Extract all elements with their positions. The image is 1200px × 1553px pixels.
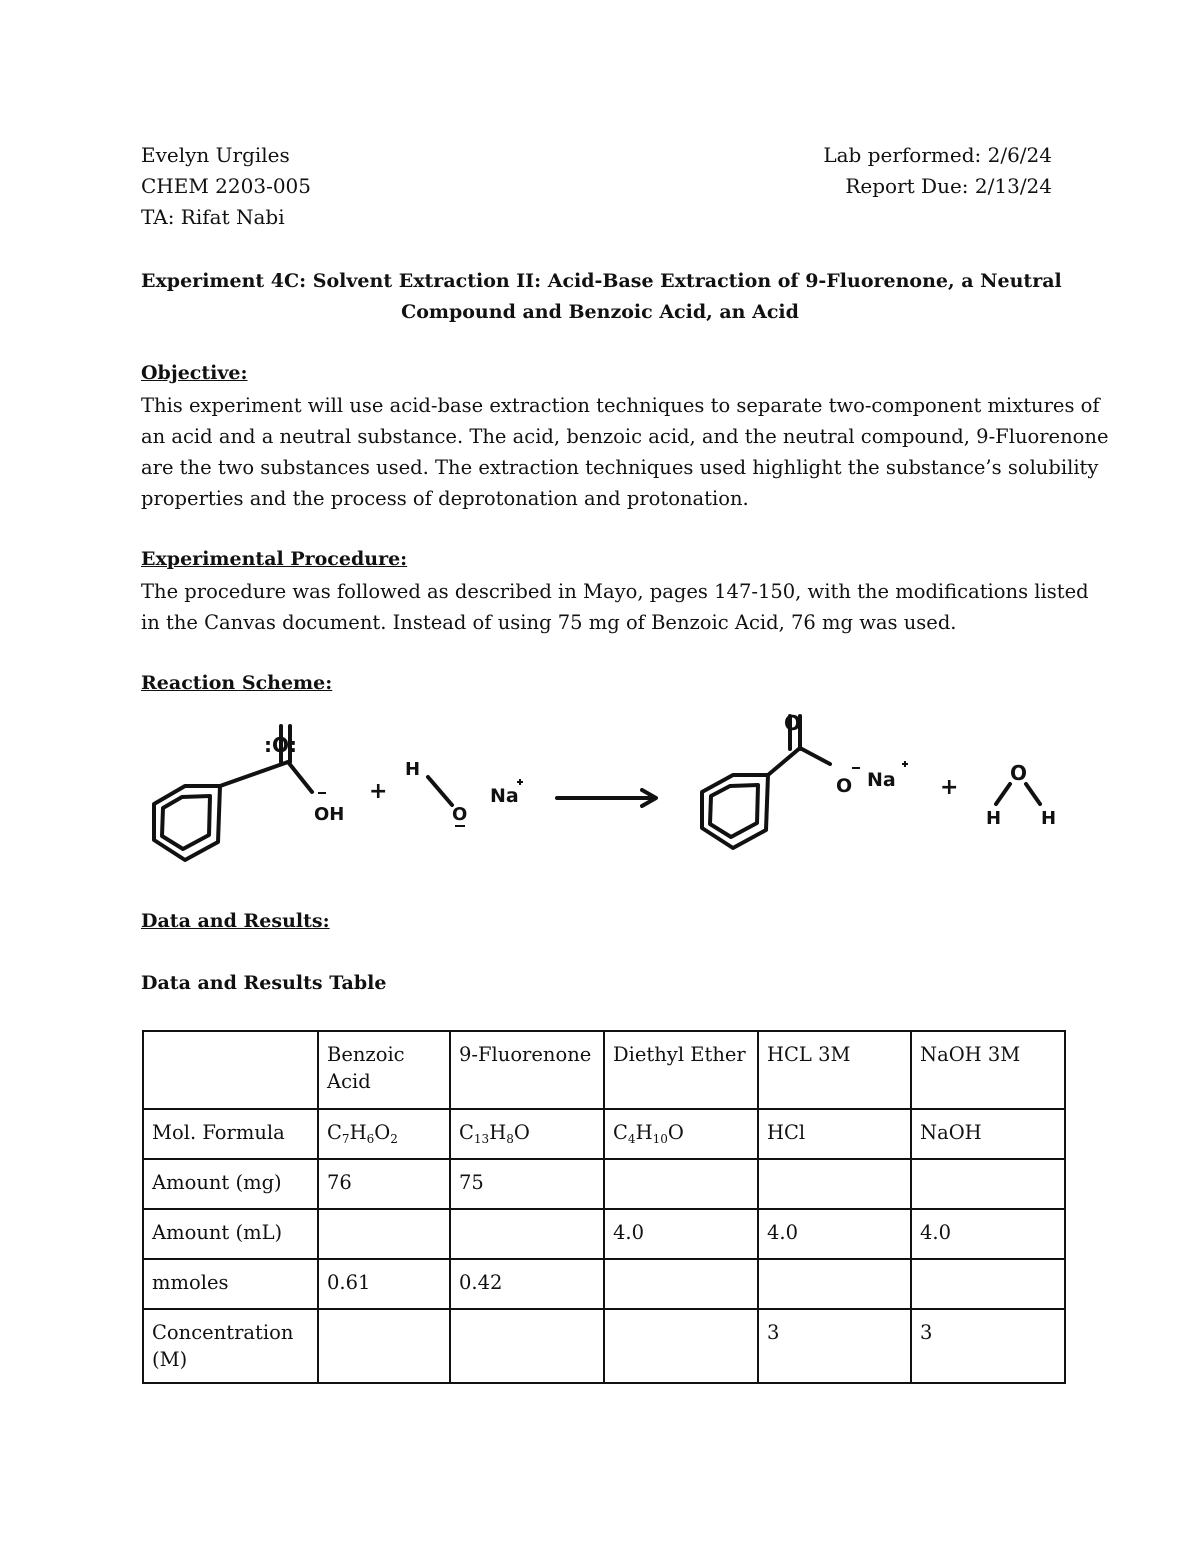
ta-name: TA: Rifat Nabi — [141, 205, 285, 229]
benzene-ring-left-inner — [162, 796, 210, 849]
table-row — [143, 1209, 1065, 1259]
table-header-cell: NaOH 3M — [911, 1031, 1065, 1109]
table-row — [143, 1109, 1065, 1159]
objective-line: properties and the process of deprotonation and protonation. — [141, 487, 749, 510]
table-row — [143, 1159, 1065, 1209]
data-results-table — [142, 1030, 1066, 1384]
table-cell: 4.0 — [604, 1209, 758, 1259]
objective-line: an acid and a neutral substance. The acid, benzoic acid, and the neutral compound, 9-Fluorenone — [141, 425, 1109, 448]
label-water-h1: H — [986, 808, 1002, 829]
table-cell — [604, 1159, 758, 1209]
objective-text — [141, 390, 1109, 514]
table-cell — [318, 1209, 450, 1259]
reaction-scheme-drawing — [140, 700, 1070, 870]
table-header-cell — [318, 1031, 450, 1109]
table-cell — [318, 1309, 450, 1383]
col-benzoic-acid: Benzoic Acid — [327, 1043, 405, 1093]
table-cell: 3 — [911, 1309, 1065, 1383]
objective-line: are the two substances used. The extraction techniques used highlight the substance’s solubility — [141, 456, 1099, 479]
title-line-1: Experiment 4C: Solvent Extraction II: Acid-Base Extraction of 9-Fluorenone, a Neutral — [141, 270, 1062, 292]
table-cell — [911, 1159, 1065, 1209]
procedure-heading: Experimental Procedure: — [141, 548, 408, 570]
table-cell — [758, 1259, 911, 1309]
table-cell — [604, 1259, 758, 1309]
header-left — [141, 140, 311, 233]
formula-cell: NaOH — [911, 1109, 1065, 1159]
procedure-line: in the Canvas document. Instead of using 75 mg of Benzoic Acid, 76 mg was used. — [141, 611, 957, 634]
label-water-h2: H — [1041, 808, 1057, 829]
label-o: O — [452, 804, 468, 825]
row-label: Mol. Formula — [143, 1109, 318, 1159]
row-label: Amount (mL) — [143, 1209, 318, 1259]
row-label: Concentration (M) — [143, 1309, 318, 1383]
reaction-scheme — [140, 700, 1070, 870]
table-cell — [450, 1209, 604, 1259]
label-plus-2: + — [940, 775, 959, 800]
table-header-cell — [143, 1031, 318, 1109]
label-na-1: Na — [490, 785, 519, 807]
student-name: Evelyn Urgiles — [141, 143, 290, 167]
label-o2-top: O — [784, 711, 802, 735]
lab-performed-date: Lab performed: 2/6/24 — [823, 143, 1052, 167]
course-code: CHEM 2203-005 — [141, 174, 312, 198]
row-label: Amount (mg) — [143, 1159, 318, 1209]
objective-line: This experiment will use acid-base extraction techniques to separate two-component mixtures of — [141, 394, 1100, 417]
formula-cell: $C_7H_6O_2$ — [318, 1109, 450, 1159]
table-title: Data and Results Table — [141, 972, 387, 994]
table-header-cell: Diethyl Ether — [604, 1031, 758, 1109]
procedure-text — [141, 576, 1089, 638]
report-due-date: Report Due: 2/13/24 — [845, 174, 1052, 198]
table-row — [143, 1309, 1065, 1383]
objective-heading: Objective: — [141, 362, 248, 384]
table-cell — [604, 1309, 758, 1383]
experiment-title — [141, 266, 1062, 328]
table-cell — [450, 1309, 604, 1383]
label-h: H — [405, 759, 421, 780]
table-cell: 4.0 — [758, 1209, 911, 1259]
table-header-cell: HCL 3M — [758, 1031, 911, 1109]
benzene-ring-right-inner — [710, 785, 758, 837]
table-row — [143, 1259, 1065, 1309]
title-line-2: Compound and Benzoic Acid, an Acid — [401, 301, 799, 323]
label-oh: OH — [314, 804, 345, 825]
label-plus-1: + — [369, 779, 388, 804]
table-header-row — [143, 1031, 1065, 1109]
table-cell: 4.0 — [911, 1209, 1065, 1259]
label-o-top: :O: — [264, 733, 297, 757]
table-cell: 0.61 — [318, 1259, 450, 1309]
table-header-cell: 9-Fluorenone — [450, 1031, 604, 1109]
table-cell — [911, 1259, 1065, 1309]
table-cell — [758, 1159, 911, 1209]
label-water-o: O — [1010, 761, 1028, 785]
header-right — [823, 140, 1052, 202]
row-label: mmoles — [143, 1259, 318, 1309]
formula-cell: $C_{13}H_8O$ — [450, 1109, 604, 1159]
formula-cell: HCl — [758, 1109, 911, 1159]
formula-cell: $C_4H_{10}O$ — [604, 1109, 758, 1159]
label-o-minus: O — [836, 775, 853, 797]
results-heading: Data and Results: — [141, 910, 330, 932]
label-na-2: Na — [867, 769, 896, 791]
table-cell: 0.42 — [450, 1259, 604, 1309]
procedure-line: The procedure was followed as described in Mayo, pages 147-150, with the modifications listed — [141, 580, 1089, 603]
table-cell: 3 — [758, 1309, 911, 1383]
table-cell: 76 — [318, 1159, 450, 1209]
reaction-heading: Reaction Scheme: — [141, 672, 333, 694]
table-cell: 75 — [450, 1159, 604, 1209]
